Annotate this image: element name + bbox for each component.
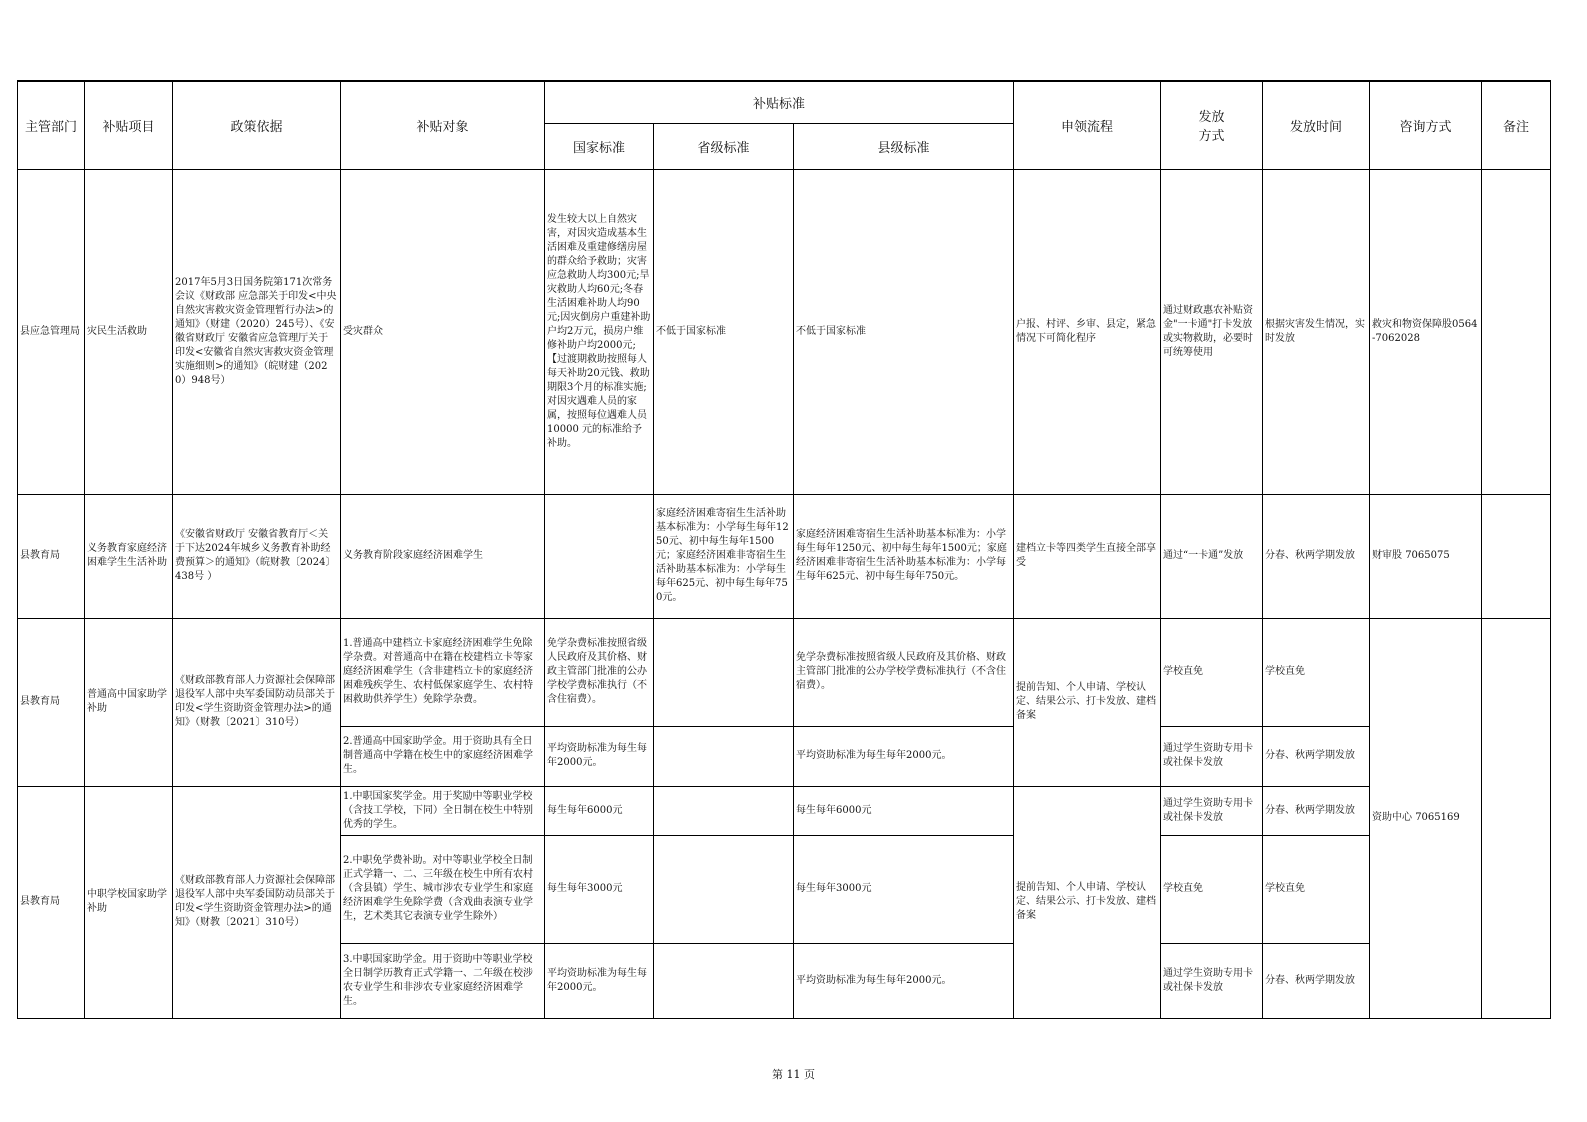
cell-time: 分春、秋两学期发放 xyxy=(1263,494,1370,618)
cell-time: 根据灾害发生情况，实时发放 xyxy=(1263,169,1370,494)
header-process: 申领流程 xyxy=(1014,81,1161,169)
cell-national: 发生较大以上自然灾害，对因灾造成基本生活困难及重建修缮房屋的群众给予救助；灾害应急救助人均300元;旱灾救助人均60元;冬春生活困难补助人均90元;因灾倒房户重建补助户均2万元，损房户维修补助户均2000元;【过渡期救助按照每人每天补助20元钱、救助期限3个月的标准实施;对因灾遇难人员的家属，按照每位遇难人员10000 元的标准给予补助。 xyxy=(545,169,654,494)
cell-contact: 财审股 7065075 xyxy=(1370,494,1482,618)
cell-method: 通过“一卡通”发放 xyxy=(1161,494,1263,618)
cell-dept: 县教育局 xyxy=(18,786,85,1018)
header-remarks: 备注 xyxy=(1482,81,1551,169)
cell-provincial: 家庭经济困难寄宿生生活补助基本标准为：小学每生每年1250元、初中每生每年1500元；家庭经济困难非寄宿生生活补助基本标准为：小学每生每年625元、初中每生每年750元。 xyxy=(654,494,794,618)
cell-county: 家庭经济困难寄宿生生活补助基本标准为：小学每生每年1250元、初中每生每年1500元；家庭经济困难非寄宿生生活补助基本标准为：小学每生每年625元、初中每生每年750元。 xyxy=(794,494,1014,618)
header-method: 发放 方式 xyxy=(1161,81,1263,169)
header-time: 发放时间 xyxy=(1263,81,1370,169)
cell-method: 通过学生资助专用卡或社保卡发放 xyxy=(1161,726,1263,786)
cell-county: 每生每年6000元 xyxy=(794,786,1014,835)
header-policy: 政策依据 xyxy=(173,81,341,169)
cell-dept: 县应急管理局 xyxy=(18,169,85,494)
header-provincial: 省级标准 xyxy=(654,123,794,169)
cell-method: 学校直免 xyxy=(1161,835,1263,943)
cell-target: 2.普通高中国家助学金。用于资助具有全日制普通高中学籍在校生中的家庭经济困难学生。 xyxy=(341,726,545,786)
header-standard: 补贴标准 xyxy=(545,81,1014,123)
cell-county: 免学杂费标准按照省级人民政府及其价格、财政主管部门批准的公办学校学费标准执行（不含住宿费）。 xyxy=(794,618,1014,726)
cell-time: 学校直免 xyxy=(1263,618,1370,726)
cell-national: 免学杂费标准按照省级人民政府及其价格、财政主管部门批准的公办学校学费标准执行（不含住宿费）。 xyxy=(545,618,654,726)
cell-process: 提前告知、个人申请、学校认定、结果公示、打卡发放、建档备案 xyxy=(1014,786,1161,1018)
cell-provincial: 不低于国家标准 xyxy=(654,169,794,494)
cell-policy: 《财政部教育部人力资源社会保障部退役军人部中央军委国防动员部关于印发<学生资助资金管理办法>的通知》（财教〔2021〕310号） xyxy=(173,618,341,786)
cell-process: 建档立卡等四类学生直接全部享受 xyxy=(1014,494,1161,618)
cell-target: 2.中职免学费补助。对中等职业学校全日制正式学籍一、二、三年级在校生中所有农村（含县镇）学生、城市涉农专业学生和家庭经济困难学生免除学费（含戏曲表演专业学生，艺术类其它表演专业学生除外） xyxy=(341,835,545,943)
cell-time: 分春、秋两学期发放 xyxy=(1263,943,1370,1018)
cell-national xyxy=(545,494,654,618)
header-dept: 主管部门 xyxy=(18,81,85,169)
cell-national: 平均资助标准为每生每年2000元。 xyxy=(545,726,654,786)
cell-project: 灾民生活救助 xyxy=(85,169,173,494)
table-row xyxy=(18,494,1551,618)
cell-provincial xyxy=(654,835,794,943)
cell-national: 每生每年3000元 xyxy=(545,835,654,943)
cell-remarks xyxy=(1482,169,1551,494)
cell-provincial xyxy=(654,726,794,786)
cell-dept: 县教育局 xyxy=(18,618,85,786)
cell-time: 学校直免 xyxy=(1263,835,1370,943)
cell-county: 不低于国家标准 xyxy=(794,169,1014,494)
header-county: 县级标准 xyxy=(794,123,1014,169)
cell-process: 提前告知、个人申请、学校认定、结果公示、打卡发放、建档备案 xyxy=(1014,618,1161,786)
cell-provincial xyxy=(654,943,794,1018)
cell-county: 平均资助标准为每生每年2000元。 xyxy=(794,943,1014,1018)
cell-national: 每生每年6000元 xyxy=(545,786,654,835)
cell-method: 通过财政惠农补贴资金"一卡通"打卡发放或实物救助，必要时可统筹使用 xyxy=(1161,169,1263,494)
cell-target: 义务教育阶段家庭经济困难学生 xyxy=(341,494,545,618)
cell-provincial xyxy=(654,786,794,835)
cell-time: 分春、秋两学期发放 xyxy=(1263,726,1370,786)
cell-method: 通过学生资助专用卡或社保卡发放 xyxy=(1161,943,1263,1018)
cell-project: 中职学校国家助学补助 xyxy=(85,786,173,1018)
subsidy-table xyxy=(17,80,1551,1019)
cell-policy: 《财政部教育部人力资源社会保障部退役军人部中央军委国防动员部关于印发<学生资助资金管理办法>的通知》（财教〔2021〕310号） xyxy=(173,786,341,1018)
cell-time: 分春、秋两学期发放 xyxy=(1263,786,1370,835)
cell-remarks xyxy=(1482,618,1551,1018)
cell-policy: 2017年5月3日国务院第171次常务会议《财政部 应急部关于印发<中央自然灾害救灾资金管理暂行办法>的通知》（财建（2020）245号）、《安徽省财政厅 安徽省应急管理厅关于印发<安徽省自然灾害救灾资金管理实施细则>的通知》（皖财建（2020）948号） xyxy=(173,169,341,494)
cell-contact: 救灾和物资保障股0564-7062028 xyxy=(1370,169,1482,494)
header-project: 补贴项目 xyxy=(85,81,173,169)
cell-contact-shared: 资助中心 7065169 xyxy=(1370,618,1482,1018)
cell-target: 3.中职国家助学金。用于资助中等职业学校全日制学历教育正式学籍一、二年级在校涉农专业学生和非涉农专业家庭经济困难学生。 xyxy=(341,943,545,1018)
cell-project: 普通高中国家助学补助 xyxy=(85,618,173,786)
cell-national: 平均资助标准为每生每年2000元。 xyxy=(545,943,654,1018)
table-row xyxy=(18,169,1551,494)
cell-process: 户报、村评、乡审、县定，紧急情况下可简化程序 xyxy=(1014,169,1161,494)
cell-method: 通过学生资助专用卡或社保卡发放 xyxy=(1161,786,1263,835)
cell-dept: 县教育局 xyxy=(18,494,85,618)
cell-target: 1.普通高中建档立卡家庭经济困难学生免除学杂费。对普通高中在籍在校建档立卡等家庭经济困难学生（含非建档立卡的家庭经济困难残疾学生、农村低保家庭学生、农村特困救助供养学生）免除学杂费。 xyxy=(341,618,545,726)
cell-method: 学校直免 xyxy=(1161,618,1263,726)
header-target: 补贴对象 xyxy=(341,81,545,169)
header-national: 国家标准 xyxy=(545,123,654,169)
cell-policy: 《安徽省财政厅 安徽省教育厅＜关于下达2024年城乡义务教育补助经费预算＞的通知》（皖财教〔2024〕438号 ） xyxy=(173,494,341,618)
table-row xyxy=(18,618,1551,726)
cell-remarks xyxy=(1482,494,1551,618)
table-row xyxy=(18,786,1551,835)
cell-county: 平均资助标准为每生每年2000元。 xyxy=(794,726,1014,786)
cell-county: 每生每年3000元 xyxy=(794,835,1014,943)
page-number: 第 11 页 xyxy=(772,1068,815,1081)
cell-provincial xyxy=(654,618,794,726)
cell-target: 1.中职国家奖学金。用于奖励中等职业学校（含技工学校，下同）全日制在校生中特别优秀的学生。 xyxy=(341,786,545,835)
header-contact: 咨询方式 xyxy=(1370,81,1482,169)
cell-target: 受灾群众 xyxy=(341,169,545,494)
cell-project: 义务教育家庭经济困难学生生活补助 xyxy=(85,494,173,618)
